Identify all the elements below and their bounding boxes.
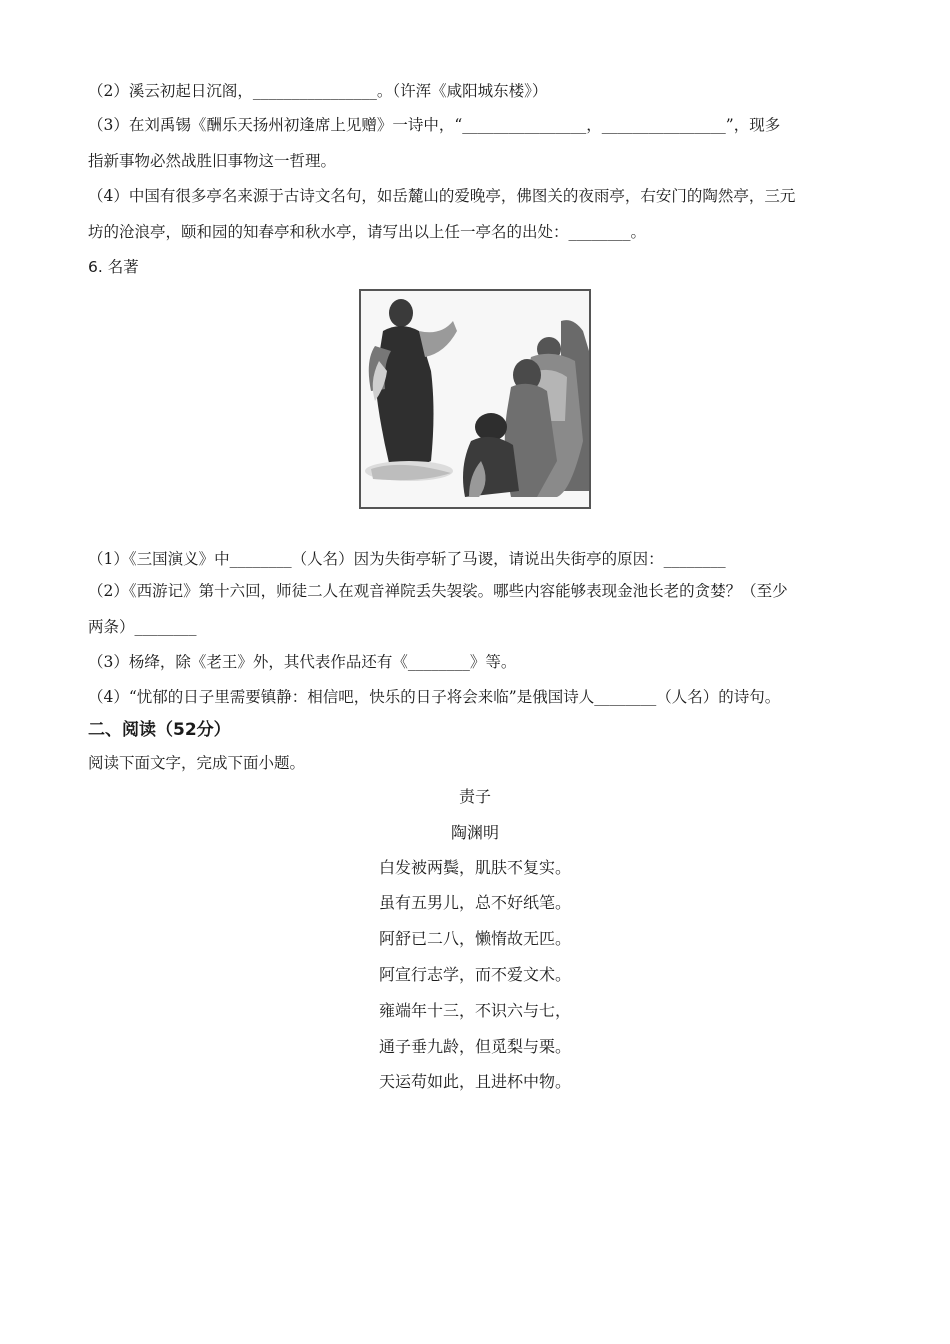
section-heading: 二、阅读（52分） [88, 720, 231, 740]
poem-line: 阿宣行志学，而不爱文术。 [378, 965, 571, 984]
question-6-2-line1: （2）《西游记》第十六回，师徒二人在观音禅院丢失袈裟。哪些内容能够表现金池长老的贪婪？（至少 [88, 582, 788, 600]
question-5-4-line2: 坊的沧浪亭，颐和园的知春亭和秋水亭，请写出以上任一亭名的出处：________。 [88, 223, 647, 241]
poem-title: 责子 [458, 787, 491, 806]
question-title: 名著 [107, 258, 139, 276]
question-6-4: （4）“忧郁的日子里需要镇静：相信吧，快乐的日子将会来临”是俄国诗人________（人名）的诗句。 [88, 688, 781, 706]
poem-line: 白发被两鬓，肌肤不复实。 [378, 858, 571, 877]
illustration-figure [359, 289, 591, 509]
poem-line: 雍端年十三，不识六与七， [378, 1001, 571, 1020]
question-6-1: （1）《三国演义》中________（人名）因为失街亭斩了马谡，请说出失街亭的原因：________ [88, 550, 726, 568]
question-5-2: （2）溪云初起日沉阁，________________。（许浑《咸阳城东楼》） [88, 82, 548, 100]
question-6-2-line2: 两条）________ [88, 618, 197, 636]
question-6-header [88, 256, 139, 278]
poem-line: 虽有五男儿，总不好纸笔。 [378, 893, 571, 912]
question-5-4-line1: （4）中国有很多亭名来源于古诗文名句，如岳麓山的爱晚亭，佛图关的夜雨亭，右安门的陶然亭，三元 [88, 187, 796, 205]
question-6-3: （3）杨绛，除《老王》外，其代表作品还有《________》等。 [88, 653, 517, 671]
poem-line: 天运苟如此，且进杯中物。 [378, 1072, 571, 1091]
poem-author: 陶渊明 [450, 823, 499, 842]
question-5-3-line1: （3）在刘禹锡《酬乐天扬州初逢席上见赠》一诗中，“________________，________________”，现多 [88, 116, 781, 134]
question-5-3-line2: 指新事物必然战胜旧事物这一哲理。 [88, 152, 337, 170]
illustration-drawing [361, 291, 589, 507]
question-number: 6. [88, 258, 103, 276]
reading-instruction: 阅读下面文字，完成下面小题。 [88, 754, 306, 772]
poem-line: 通子垂九龄，但觅梨与栗。 [378, 1037, 571, 1056]
poem-line: 阿舒已二八，懒惰故无匹。 [378, 929, 571, 948]
